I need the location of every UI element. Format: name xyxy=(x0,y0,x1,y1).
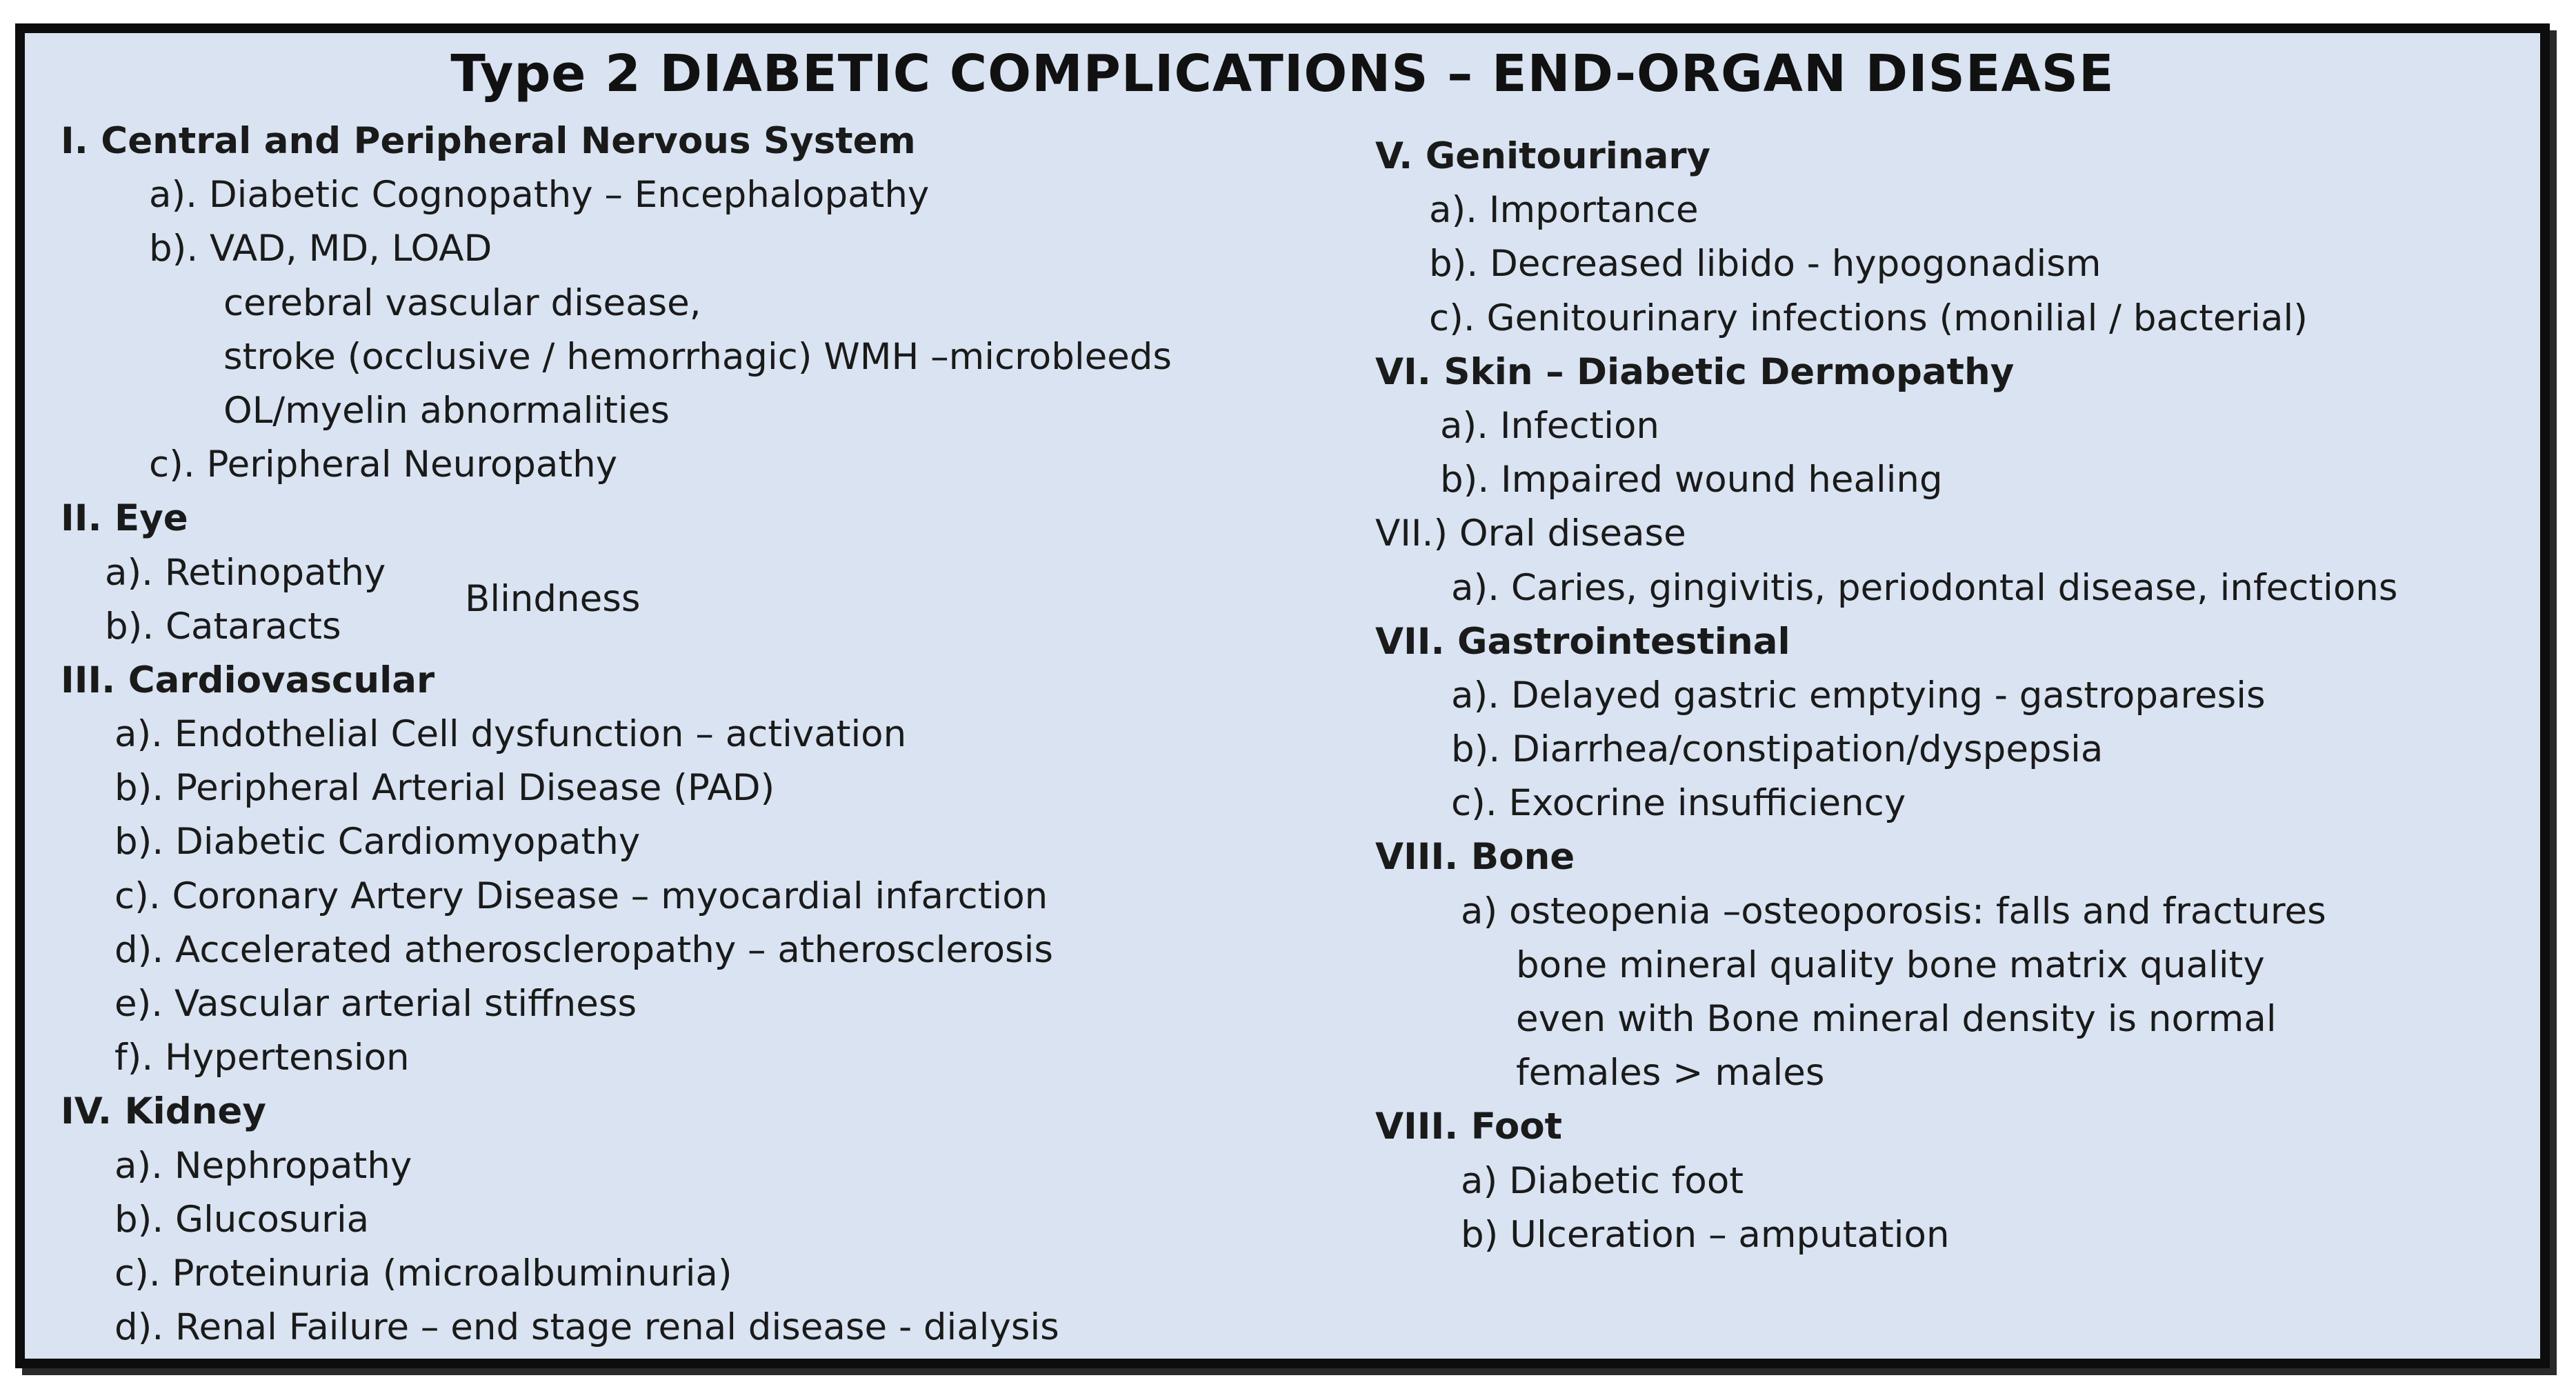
list-item: b). VAD, MD, LOAD xyxy=(149,228,492,270)
list-item: a) osteopenia –osteoporosis: falls and fractures xyxy=(1461,890,2326,932)
list-item: c). Genitourinary infections (monilial / bacterial) xyxy=(1429,297,2308,339)
list-item: b). Diarrhea/constipation/dyspepsia xyxy=(1451,728,2104,771)
list-item: b) Ulceration – amputation xyxy=(1461,1213,1950,1256)
list-item: c). Exocrine insufficiency xyxy=(1451,782,1906,825)
list-item: a). Importance xyxy=(1429,189,1699,232)
list-item: a). Nephropathy xyxy=(114,1144,412,1187)
list-item: b). Impaired wound healing xyxy=(1440,459,1943,501)
list-item: b). Diabetic Cardiomyopathy xyxy=(114,821,641,863)
content-panel xyxy=(15,23,2550,1368)
list-item: a) Diabetic foot xyxy=(1461,1159,1744,1202)
list-item: a). Caries, gingivitis, periodontal disease, infections xyxy=(1451,566,2398,609)
list-item: d). Renal Failure – end stage renal disease - dialysis xyxy=(114,1306,1059,1349)
list-item: c). Proteinuria (microalbuminuria) xyxy=(114,1252,732,1294)
section-heading-foot: VIII. Foot xyxy=(1375,1106,1562,1148)
section-heading-genitourinary: V. Genitourinary xyxy=(1375,135,1711,177)
section-heading-kidney: IV. Kidney xyxy=(61,1090,266,1133)
list-subitem: females > males xyxy=(1516,1052,1825,1094)
list-subitem: OL/myelin abnormalities xyxy=(223,389,670,432)
list-item: a). Retinopathy xyxy=(105,551,386,594)
section-heading-gastrointestinal: VII. Gastrointestinal xyxy=(1375,620,1790,663)
blindness-note: Blindness xyxy=(465,577,641,620)
list-item: a). Endothelial Cell dysfunction – activation xyxy=(114,713,907,756)
section-heading-eye: II. Eye xyxy=(61,497,188,540)
list-item: e). Vascular arterial stiffness xyxy=(114,983,637,1025)
section-heading-nervous-system: I. Central and Peripheral Nervous System xyxy=(61,120,916,162)
list-item: b). Peripheral Arterial Disease (PAD) xyxy=(114,767,775,810)
right-column xyxy=(1375,114,2534,1262)
section-heading-cardiovascular: III. Cardiovascular xyxy=(61,659,435,701)
page-title: Type 2 DIABETIC COMPLICATIONS – END-ORGAN DISEASE xyxy=(450,44,2115,103)
section-heading-oral-disease: VII.) Oral disease xyxy=(1375,512,1686,555)
section-heading-skin: VI. Skin – Diabetic Dermopathy xyxy=(1375,350,2015,393)
list-item: c). Peripheral Neuropathy xyxy=(149,443,618,486)
list-subitem: even with Bone mineral density is normal xyxy=(1516,998,2277,1040)
list-subitem: bone mineral quality bone matrix quality xyxy=(1516,943,2265,986)
list-subitem: stroke (occlusive / hemorrhagic) WMH –microbleeds xyxy=(223,335,1172,378)
list-item: d). Accelerated atheroscleropathy – atherosclerosis xyxy=(114,928,1053,971)
left-column xyxy=(61,114,1344,1354)
list-item: a). Delayed gastric emptying - gastroparesis xyxy=(1451,674,2266,717)
list-item: b). Cataracts xyxy=(105,605,341,648)
eye-items xyxy=(61,546,1344,654)
list-item: b). Decreased libido - hypogonadism xyxy=(1429,243,2101,286)
list-item: b). Glucosuria xyxy=(114,1198,370,1241)
list-item: c). Coronary Artery Disease – myocardial infarction xyxy=(114,874,1048,917)
list-subitem: cerebral vascular disease, xyxy=(223,281,701,324)
section-heading-bone: VIII. Bone xyxy=(1375,836,1575,879)
list-item: a). Diabetic Cognopathy – Encephalopathy xyxy=(149,174,930,217)
list-item: a). Infection xyxy=(1440,404,1659,447)
list-item: f). Hypertension xyxy=(114,1037,410,1079)
